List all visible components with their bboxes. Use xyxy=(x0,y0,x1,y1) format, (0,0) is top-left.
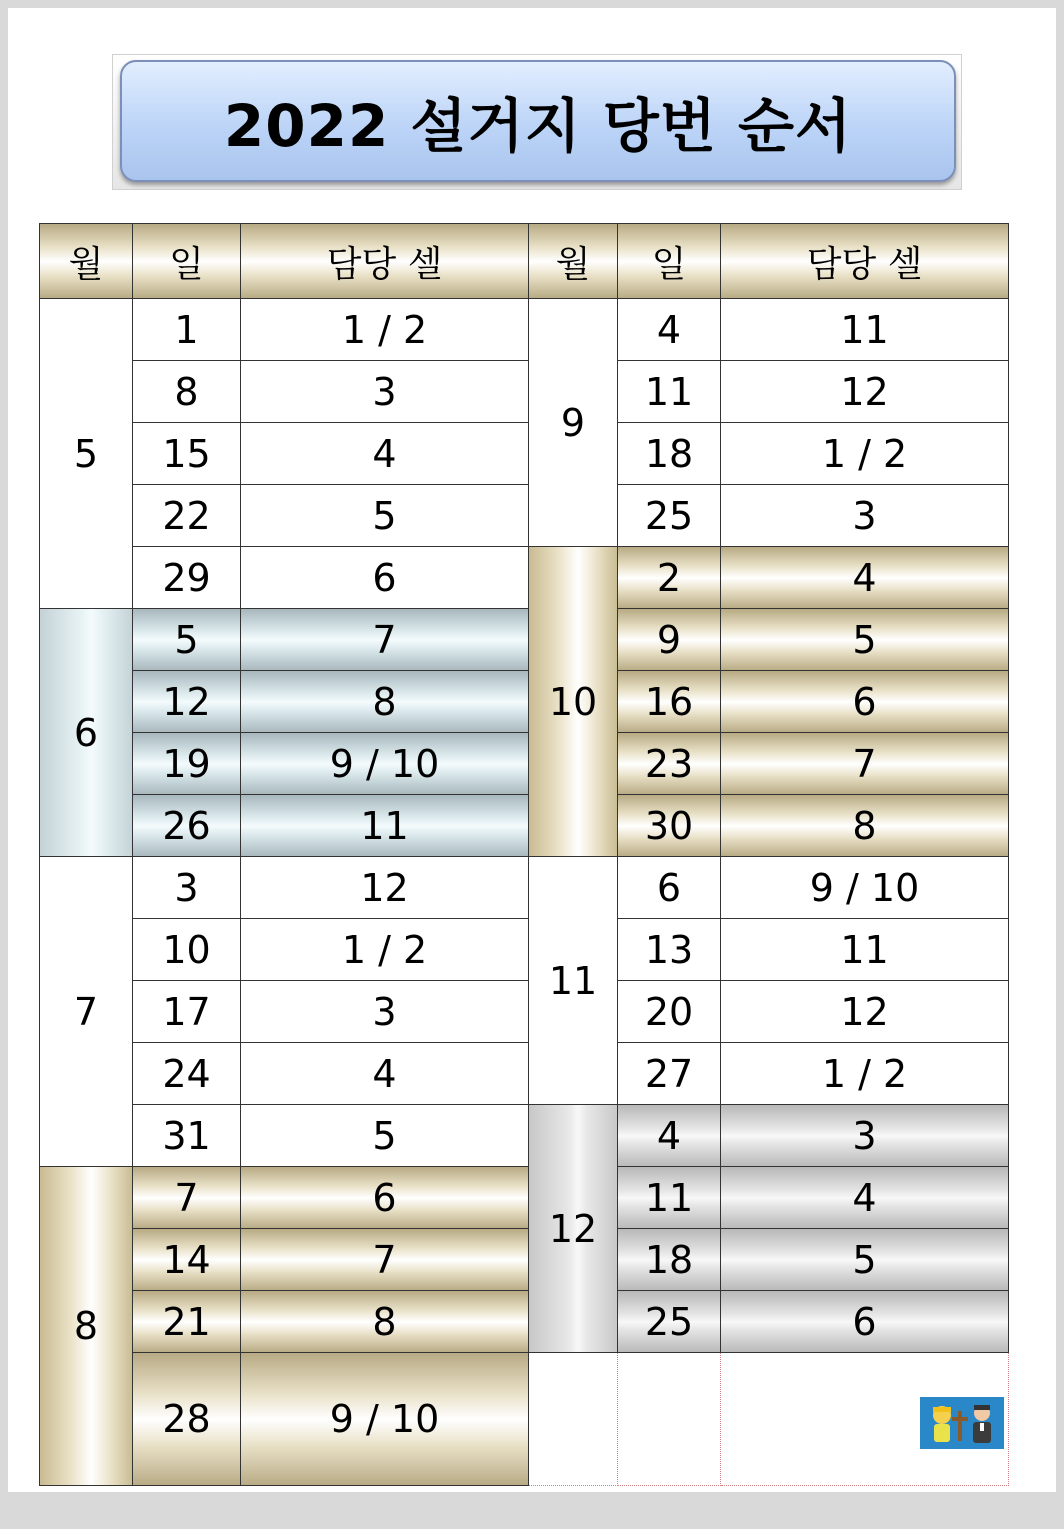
schedule-table xyxy=(39,223,1009,1486)
header-cell: 담당 셀 xyxy=(241,224,529,299)
table-row xyxy=(40,857,1009,919)
month-cell: 5 xyxy=(40,299,133,609)
day-cell: 8 xyxy=(133,361,241,423)
month-cell: 10 xyxy=(529,547,618,857)
table-row xyxy=(40,1353,1009,1486)
header-day: 일 xyxy=(133,224,241,299)
duty-cell: 9 / 10 xyxy=(241,733,529,795)
table-row xyxy=(40,1167,1009,1229)
table-row xyxy=(40,423,1009,485)
duty-cell: 6 xyxy=(241,547,529,609)
day-cell: 29 xyxy=(133,547,241,609)
duty-cell: 3 xyxy=(241,361,529,423)
table-row xyxy=(40,1043,1009,1105)
table-row xyxy=(40,981,1009,1043)
table-row xyxy=(40,733,1009,795)
day-cell: 22 xyxy=(133,485,241,547)
duty-cell: 1 / 2 xyxy=(721,423,1009,485)
duty-cell: 7 xyxy=(241,1229,529,1291)
day-cell: 30 xyxy=(618,795,721,857)
day-cell: 7 xyxy=(133,1167,241,1229)
day-cell: 5 xyxy=(133,609,241,671)
day-cell: 3 xyxy=(133,857,241,919)
duty-cell: 9 / 10 xyxy=(241,1353,529,1486)
duty-cell: 5 xyxy=(241,485,529,547)
month-cell: 7 xyxy=(40,857,133,1167)
duty-cell: 12 xyxy=(241,857,529,919)
empty-cell xyxy=(529,1353,618,1486)
duty-cell: 1 / 2 xyxy=(241,299,529,361)
day-cell: 9 xyxy=(618,609,721,671)
duty-cell: 3 xyxy=(721,1105,1009,1167)
duty-cell: 4 xyxy=(241,1043,529,1105)
table-row xyxy=(40,671,1009,733)
day-cell: 15 xyxy=(133,423,241,485)
duty-cell: 8 xyxy=(241,1291,529,1353)
day-cell: 18 xyxy=(618,423,721,485)
day-cell: 31 xyxy=(133,1105,241,1167)
duty-cell: 4 xyxy=(721,547,1009,609)
duty-cell: 12 xyxy=(721,361,1009,423)
table-row xyxy=(40,919,1009,981)
day-cell: 25 xyxy=(618,485,721,547)
duty-cell: 6 xyxy=(241,1167,529,1229)
table-row xyxy=(40,1291,1009,1353)
duty-cell: 11 xyxy=(721,919,1009,981)
day-cell: 20 xyxy=(618,981,721,1043)
day-cell: 26 xyxy=(133,795,241,857)
table-row xyxy=(40,1105,1009,1167)
duty-cell: 3 xyxy=(721,485,1009,547)
header-month: 월 xyxy=(40,224,133,299)
duty-cell: 5 xyxy=(241,1105,529,1167)
table-row xyxy=(40,609,1009,671)
duty-cell: 7 xyxy=(721,733,1009,795)
day-cell: 27 xyxy=(618,1043,721,1105)
day-cell: 11 xyxy=(618,361,721,423)
day-cell: 18 xyxy=(618,1229,721,1291)
day-cell: 6 xyxy=(618,857,721,919)
month-cell: 12 xyxy=(529,1105,618,1353)
church-kids-icon xyxy=(920,1397,1004,1449)
duty-cell: 12 xyxy=(721,981,1009,1043)
logo-cell xyxy=(721,1353,1009,1486)
duty-cell: 11 xyxy=(721,299,1009,361)
header-day: 일 xyxy=(618,224,721,299)
day-cell: 24 xyxy=(133,1043,241,1105)
duty-cell: 1 / 2 xyxy=(721,1043,1009,1105)
title-banner xyxy=(120,60,956,182)
duty-cell: 4 xyxy=(721,1167,1009,1229)
duty-cell: 8 xyxy=(721,795,1009,857)
page-title: 2022 설거지 당번 순서 xyxy=(223,92,853,160)
duty-cell: 4 xyxy=(241,423,529,485)
day-cell: 1 xyxy=(133,299,241,361)
header-row xyxy=(40,224,1009,299)
day-cell: 11 xyxy=(618,1167,721,1229)
month-cell: 6 xyxy=(40,609,133,857)
day-cell: 14 xyxy=(133,1229,241,1291)
day-cell: 23 xyxy=(618,733,721,795)
duty-cell: 8 xyxy=(241,671,529,733)
day-cell: 4 xyxy=(618,299,721,361)
table-row xyxy=(40,1229,1009,1291)
month-cell: 11 xyxy=(529,857,618,1105)
day-cell: 21 xyxy=(133,1291,241,1353)
table-row xyxy=(40,485,1009,547)
duty-cell: 6 xyxy=(721,671,1009,733)
day-cell: 10 xyxy=(133,919,241,981)
day-cell: 17 xyxy=(133,981,241,1043)
duty-cell: 3 xyxy=(241,981,529,1043)
table-row xyxy=(40,547,1009,609)
day-cell: 2 xyxy=(618,547,721,609)
day-cell: 4 xyxy=(618,1105,721,1167)
day-cell: 25 xyxy=(618,1291,721,1353)
duty-cell: 9 / 10 xyxy=(721,857,1009,919)
duty-cell: 11 xyxy=(241,795,529,857)
table-row xyxy=(40,361,1009,423)
day-cell: 19 xyxy=(133,733,241,795)
empty-cell xyxy=(618,1353,721,1486)
duty-cell: 5 xyxy=(721,609,1009,671)
duty-cell: 7 xyxy=(241,609,529,671)
duty-cell: 6 xyxy=(721,1291,1009,1353)
duty-cell: 1 / 2 xyxy=(241,919,529,981)
header-month: 월 xyxy=(529,224,618,299)
table-row xyxy=(40,795,1009,857)
day-cell: 16 xyxy=(618,671,721,733)
day-cell: 12 xyxy=(133,671,241,733)
month-cell: 8 xyxy=(40,1167,133,1486)
duty-cell: 5 xyxy=(721,1229,1009,1291)
month-cell: 9 xyxy=(529,299,618,547)
header-cell: 담당 셀 xyxy=(721,224,1009,299)
day-cell: 28 xyxy=(133,1353,241,1486)
day-cell: 13 xyxy=(618,919,721,981)
table-row xyxy=(40,299,1009,361)
